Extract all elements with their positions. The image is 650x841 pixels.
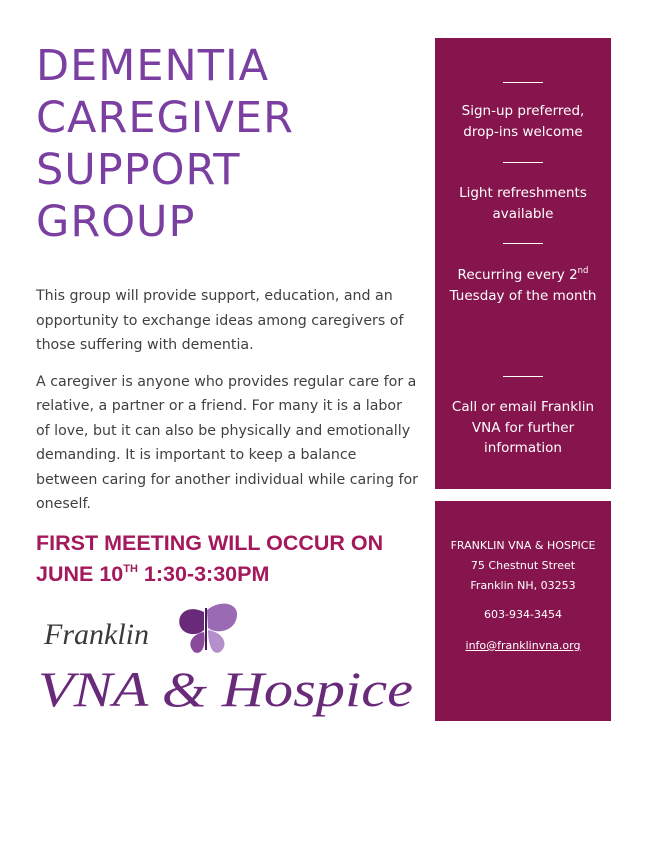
divider: [503, 243, 543, 244]
description-paragraph: This group will provide support, education, and an opportunity to exchange ideas among caregivers of those suffering with dementia.: [36, 288, 404, 353]
divider: [503, 376, 543, 377]
contact-panel: [435, 501, 611, 721]
divider: [503, 162, 543, 163]
meeting-time: 1:30-3:30PM: [137, 562, 270, 586]
divider: [503, 82, 543, 83]
email-link[interactable]: info@franklinvna.org: [465, 639, 581, 652]
contact-note: Call or email Franklin VNA for further information: [451, 399, 595, 456]
title-line: SUPPORT: [36, 145, 241, 195]
info-panel: [435, 38, 611, 489]
street-address: 75 Chestnut Street: [470, 559, 576, 572]
meeting-line: FIRST MEETING WILL OCCUR ON: [36, 531, 384, 555]
signup-note: Sign-up preferred, drop-ins welcome: [461, 103, 585, 140]
org-name: FRANKLIN VNA & HOSPICE: [450, 539, 596, 552]
description: [36, 284, 420, 529]
first-meeting-notice: [36, 530, 426, 587]
logo-word-vna-hospice: VNA & Hospice: [38, 661, 413, 717]
title-line: DEMENTIA: [36, 41, 270, 91]
meeting-line: [36, 556, 426, 587]
page-title: [36, 40, 416, 248]
recurring-note: [443, 265, 603, 306]
title-line: GROUP: [36, 197, 196, 247]
franklin-vna-logo: [38, 600, 418, 725]
meeting-date-suffix: TH: [123, 563, 138, 575]
phone-number: 603-934-3454: [484, 608, 562, 621]
city-address: Franklin NH, 03253: [470, 579, 576, 592]
description-paragraph: A caregiver is anyone who provides regular care for a relative, a partner or a friend. For many it is a labor of love, but it can also be physically and emotionally demanding. It is important to keep a balance between caring for another individual while caring for oneself.: [36, 373, 419, 512]
recurring-ordinal: nd: [577, 266, 589, 276]
title-line: CAREGIVER: [36, 93, 294, 143]
refreshments-note: Light refreshments available: [459, 185, 587, 222]
recurring-text: Recurring every 2: [457, 267, 578, 283]
logo-word-franklin: Franklin: [44, 618, 149, 651]
meeting-date: JUNE 10: [36, 562, 124, 586]
butterfly-icon: [179, 604, 237, 653]
recurring-text-cont: Tuesday of the month: [449, 287, 597, 304]
